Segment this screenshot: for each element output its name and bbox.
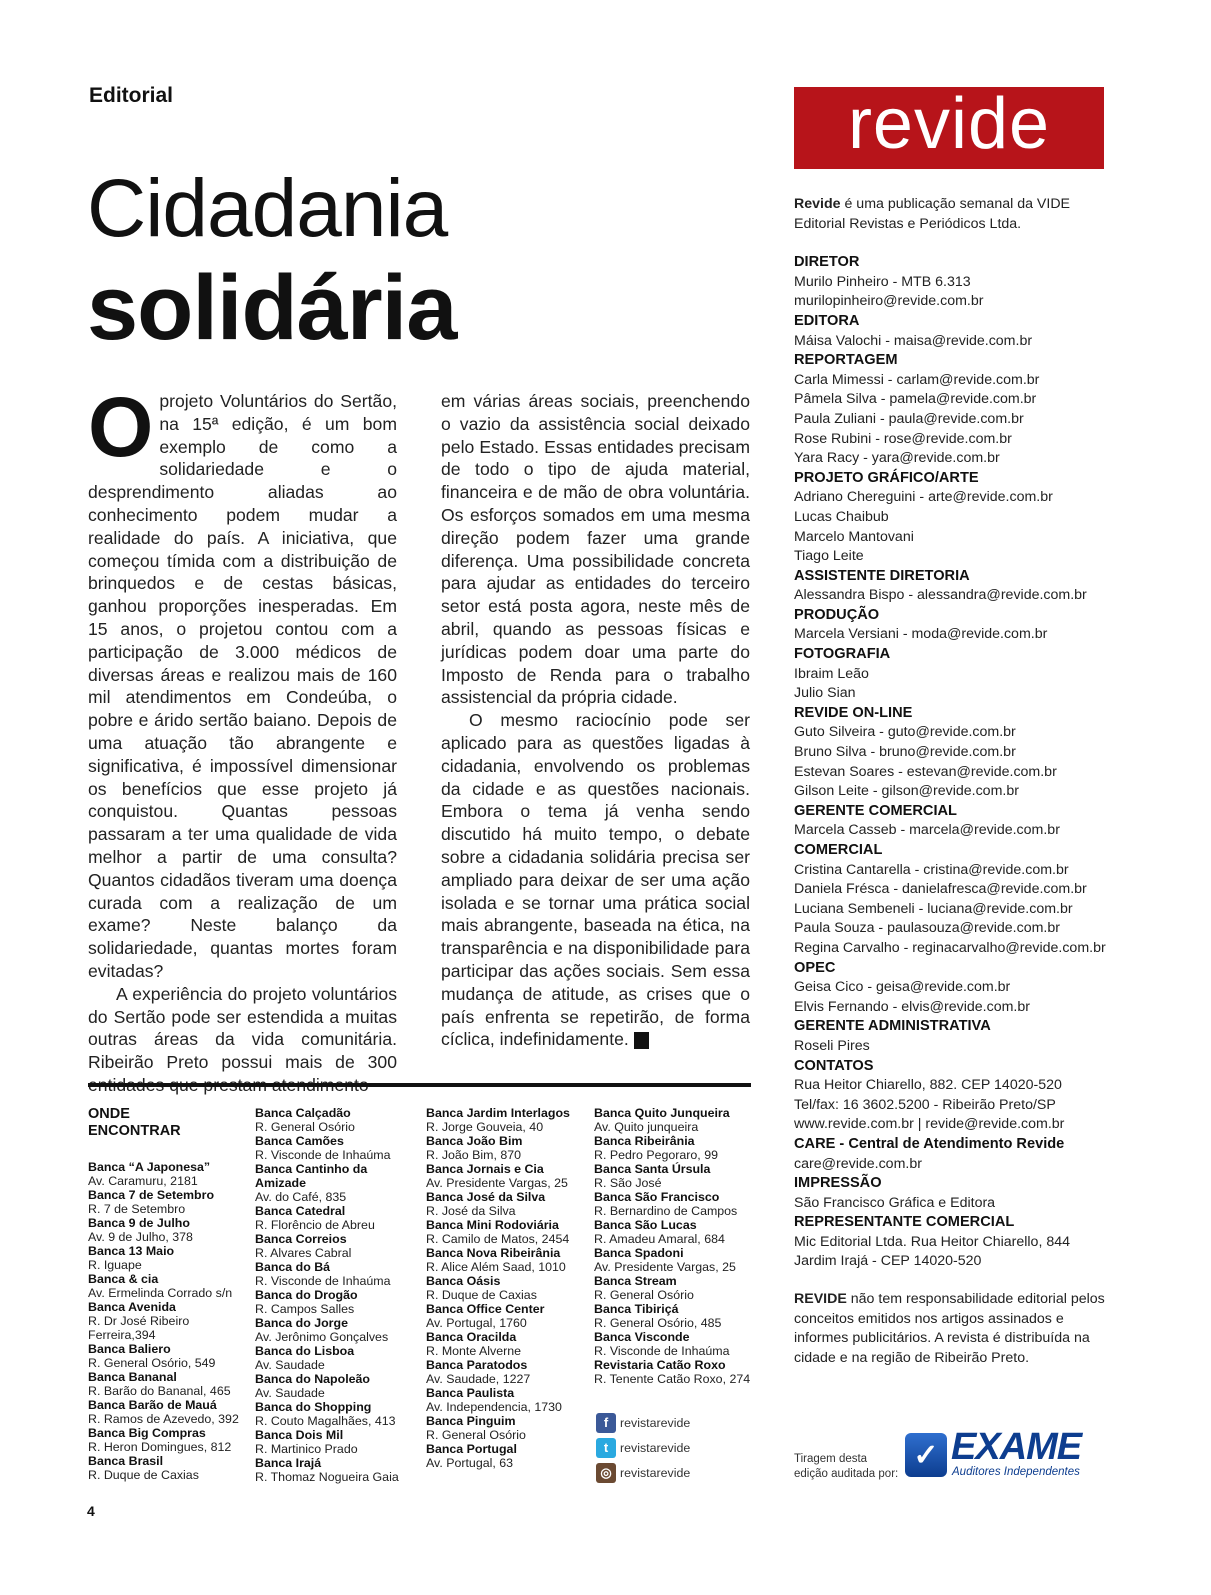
masthead-line: murilopinheiro@revide.com.br: [794, 293, 984, 310]
masthead-role: IMPRESSÃO: [794, 1175, 882, 1192]
social-handle: revistarevide: [620, 1440, 691, 1455]
masthead-role: REPRESENTANTE COMERCIAL: [794, 1214, 1015, 1231]
newsstand-address: R. José da Silva: [426, 1204, 516, 1218]
end-mark-icon: r: [634, 1032, 649, 1049]
newsstand-name: Banca Oásis: [426, 1274, 501, 1288]
newsstand-address: R. Dr José Ribeiro Ferreira,394: [88, 1314, 190, 1342]
logo-text: revide: [847, 84, 1051, 164]
newsstand-address: R. Camilo de Matos, 2454: [426, 1232, 570, 1246]
masthead-line: Geisa Cico - geisa@revide.com.br: [794, 979, 1011, 996]
newsstand-address: R. Amadeu Amaral, 684: [594, 1232, 725, 1246]
newsstand-address: R. Couto Magalhães, 413: [255, 1414, 396, 1428]
newsstand-name: Banca Camões: [255, 1134, 344, 1148]
masthead-line: Tel/fax: 16 3602.5200 - Ribeirão Preto/SP: [794, 1096, 1056, 1113]
newsstand-name: Banca do Lisboa: [255, 1344, 355, 1358]
newsstand-name: Banca Quito Junqueira: [594, 1106, 730, 1120]
newsstand-name: Banca João Bim: [426, 1134, 523, 1148]
masthead-line: Murilo Pinheiro - MTB 6.313: [794, 273, 971, 290]
masthead-line: Gilson Leite - gilson@revide.com.br: [794, 783, 1019, 800]
revide-logo: [794, 84, 1104, 169]
masthead-line: Elvis Fernando - elvis@revide.com.br: [794, 998, 1030, 1015]
masthead-role: REVIDE ON-LINE: [794, 704, 913, 721]
social-instagram[interactable]: [596, 1460, 690, 1485]
masthead-role: FOTOGRAFIA: [794, 646, 891, 663]
social-handle: revistarevide: [620, 1415, 691, 1430]
newsstand-address: R. Duque de Caxias: [426, 1288, 537, 1302]
masthead-line: Marcela Versiani - moda@revide.com.br: [794, 626, 1048, 643]
masthead-role: COMERCIAL: [794, 842, 883, 858]
masthead-line: Rua Heitor Chiarello, 882. CEP 14020-520: [794, 1077, 1062, 1094]
newsstand-name: Banca 7 de Setembro: [88, 1188, 215, 1202]
newsstand-name: Banca Brasil: [88, 1454, 164, 1468]
newsstand-address: Av. do Café, 835: [255, 1190, 347, 1204]
newsstand-name: Banca Avenida: [88, 1300, 176, 1314]
newsstand-column-4: [594, 1106, 764, 1386]
masthead-line: Guto Silveira - guto@revide.com.br: [794, 724, 1016, 741]
newsstand-address: R. Visconde de Inhaúma: [255, 1274, 391, 1288]
newsstand-column-2: [255, 1106, 420, 1484]
newsstand-name: Banca Barão de Mauá: [88, 1398, 217, 1412]
newsstand-address: Av. Independencia, 1730: [426, 1400, 562, 1414]
article-paragraph-1: Oprojeto Voluntários do Sertão, na 15ª edição, é um bom exemplo de como a solidariedade e o desprendimento aliadas ao conhecimento podem mudar a realidade do país. A iniciativa, que começou tímida com a distribuição de brinquedos e de cestas básicas, ganhou proporções inesperadas. Em 15 anos, o projetou contou com a participação de 3.000 médicos de diversas áreas e realizou mais de 160 mil atendimentos em Condeúba, o pobre e árido sertão baiano. Depois de uma atuação tão abrangente e significativa, é impossível dimensionar os benefícios que esse projeto já conquistou. Quantas pessoas passaram a ter uma qualidade de vida melhor a partir de uma consulta? Quantos cidadãos tiveram uma doença curada com a realização de um exame? Neste balanço da solidariedade, quantas mortes foram evitadas?: [88, 380, 397, 981]
newsstand-name: Banca Paulista: [426, 1386, 515, 1400]
newsstand-address: Av. Ermelinda Corrado s/n: [88, 1286, 233, 1300]
masthead-role: ASSISTENTE DIRETORIA: [794, 567, 970, 584]
newsstand-name: Banca do Shopping: [255, 1400, 372, 1414]
masthead-line: São Francisco Gráfica e Editora: [794, 1194, 996, 1211]
newsstand-name: Banca Paratodos: [426, 1358, 528, 1372]
dropcap: O: [88, 380, 154, 474]
newsstand-name: Revistaria Catão Roxo: [594, 1358, 726, 1372]
masthead-line: Mic Editorial Ltda. Rua Heitor Chiarello, 844: [794, 1233, 1070, 1250]
masthead-role: CARE - Central de Atendimento Revide: [794, 1135, 1065, 1152]
newsstand-name: Banca Santa Úrsula: [594, 1162, 711, 1176]
newsstand-name: Banca Oracilda: [426, 1330, 517, 1344]
masthead-line: Cristina Cantarella - cristina@revide.com.br: [794, 861, 1069, 878]
newsstand-address: R. Tenente Catão Roxo, 274: [594, 1372, 751, 1386]
newsstand-name: Banca Correios: [255, 1232, 347, 1246]
masthead-line: Marcela Casseb - marcela@revide.com.br: [794, 822, 1060, 839]
newsstand-column-1: [88, 1160, 248, 1482]
newsstand-address: R. 7 de Setembro: [88, 1202, 186, 1216]
article-paragraph-2: A experiência do projeto voluntários do Sertão pode ser estendida a muitas outras áreas da vida comunitária. Ribeirão Preto possui mais de 300: [88, 983, 397, 1073]
article-paragraph-3: O mesmo raciocínio pode ser aplicado para as questões ligadas à cidadania, envolvendo os problemas da cidade e as questões nacionais. Embora o tema já venha sendo discutido há muito tempo, o debate sobre a cidadania solidária precisa ser ampliado para deixar de ser uma ação isolada e se tornar uma prática social mais abrangente, baseada na ética, na transparência e na disponibilidade para participar das ações sociais. Sem essa mudança de atitude, as crises que o país enfrenta se repetirão, de forma cíclica, indefinidamente. r: [441, 710, 750, 1050]
newsstand-name: Banca Bananal: [88, 1370, 177, 1384]
newsstand-address: R. Monte Alverne: [426, 1344, 522, 1358]
masthead-role: CONTATOS: [794, 1057, 874, 1074]
newsstand-address: Av. Saudade: [255, 1386, 325, 1400]
newsstand-name: Banca 9 de Julho: [88, 1216, 190, 1230]
disclaimer: REVIDE não tem responsabilidade editorial pelos conceitos emitidos nos artigos assinados e informes publicitários. A revista é distribuída na cidade e na região de Ribeirão Preto.: [794, 1291, 1105, 1366]
masthead-line: Jardim Irajá - CEP 14020-520: [794, 1253, 982, 1270]
article-column-2: [441, 390, 750, 1051]
newsstand-name: Banca José da Silva: [426, 1190, 546, 1204]
staff-list: [794, 253, 1124, 1272]
masthead-line: Daniela Frésca - danielafresca@revide.com.br: [794, 881, 1087, 898]
newsstand-name: Banca Tibiriçá: [594, 1302, 679, 1316]
newsstand-address: R. Campos Salles: [255, 1302, 355, 1316]
publication-description: Revide é uma publicação semanal da VIDE Editorial Revistas e Periódicos Ltda.: [794, 196, 1071, 232]
masthead-role: EDITORA: [794, 312, 860, 329]
exame-logo-subtitle: Auditores Independentes: [952, 1466, 1080, 1478]
newsstand-name: Banca Visconde: [594, 1330, 690, 1344]
newsstand-address: R. Iguape: [88, 1258, 142, 1272]
newsstand-address: R. Thomaz Nogueira Gaia: [255, 1470, 399, 1484]
section-divider: [88, 1083, 751, 1087]
facebook-icon: f: [596, 1413, 616, 1433]
newsstand-address: Av. Portugal, 63: [426, 1456, 514, 1470]
where-to-find-heading: ONDE ENCONTRAR: [88, 1106, 181, 1139]
masthead-line: Roseli Pires: [794, 1037, 870, 1054]
masthead-line: Regina Carvalho - reginacarvalho@revide.com.br: [794, 939, 1106, 956]
masthead-line: Julio Sian: [794, 685, 856, 702]
newsstand-name: Banca Mini Rodoviária: [426, 1218, 559, 1232]
newsstand-address: Av. Saudade: [255, 1358, 325, 1372]
newsstand-name: Banca São Francisco: [594, 1190, 720, 1204]
newsstand-name: Banca do Jorge: [255, 1316, 348, 1330]
exame-check-icon: ✓: [905, 1433, 947, 1477]
newsstand-address: R. Pedro Pegoraro, 99: [594, 1148, 718, 1162]
newsstand-name: Banca Cantinho da Amizade: [255, 1162, 368, 1190]
newsstand-address: R. João Bim, 870: [426, 1148, 522, 1162]
newsstand-name: Banca Office Center: [426, 1302, 545, 1316]
newsstand-name: Banca do Bá: [255, 1260, 331, 1274]
newsstand-address: R. Barão do Bananal, 465: [88, 1384, 231, 1398]
newsstand-address: Av. Jerônimo Gonçalves: [255, 1330, 389, 1344]
masthead-line: Lucas Chaibub: [794, 508, 889, 525]
social-facebook[interactable]: [596, 1410, 690, 1435]
newsstand-address: R. General Osório: [255, 1120, 355, 1134]
masthead-line: care@revide.com.br: [794, 1155, 922, 1172]
masthead-line: Ibraim Leão: [794, 665, 869, 682]
newsstand-address: R. Bernardino de Campos: [594, 1204, 738, 1218]
newsstand-address: Av. Saudade, 1227: [426, 1372, 531, 1386]
article-column-1: [88, 380, 397, 1097]
newsstand-address: R. Jorge Gouveia, 40: [426, 1120, 544, 1134]
newsstand-name: Banca Big Compras: [88, 1426, 206, 1440]
masthead-line: Máisa Valochi - maisa@revide.com.br: [794, 332, 1033, 349]
newsstand-name: Banca Calçadão: [255, 1106, 351, 1120]
masthead: [794, 195, 1124, 1368]
newsstand-address: R. Heron Domingues, 812: [88, 1440, 232, 1454]
masthead-line: Estevan Soares - estevan@revide.com.br: [794, 763, 1057, 780]
newsstand-name: Banca Stream: [594, 1274, 677, 1288]
newsstand-name: Banca Baliero: [88, 1342, 171, 1356]
instagram-icon: ◎: [596, 1463, 616, 1483]
masthead-line: Pâmela Silva - pamela@revide.com.br: [794, 391, 1037, 408]
twitter-icon: t: [596, 1438, 616, 1458]
newsstand-address: Av. Presidente Vargas, 25: [594, 1260, 736, 1274]
article-paragraph-2-continued: em várias áreas sociais, preenchendo o vazio da assistência social deixado pelo Estado. Essas entidades precisam de todo o tipo de ajuda material, financeira e de mão de obra voluntária. Os esforços somados em uma mesma direção podem fazer uma grande diferença. Uma possibilidade concreta para ajudar as entidades do terceiro setor está posta agora, neste mês de abril, quando as pessoas físicas e jurídicas podem doar uma parte do Imposto de Renda para o trabalho assistencial da própria cidade.: [441, 391, 750, 708]
newsstand-address: R. General Osório: [594, 1288, 694, 1302]
newsstand-name: Banca Spadoni: [594, 1246, 684, 1260]
newsstand-address: R. Duque de Caxias: [88, 1468, 199, 1482]
masthead-line: Paula Zuliani - paula@revide.com.br: [794, 410, 1024, 427]
newsstand-name: Banca Portugal: [426, 1442, 517, 1456]
newsstand-name: Banca do Napoleão: [255, 1372, 370, 1386]
newsstand-name: Banca Nova Ribeirânia: [426, 1246, 561, 1260]
newsstand-name: Banca São Lucas: [594, 1218, 697, 1232]
masthead-line: Paula Souza - paulasouza@revide.com.br: [794, 920, 1060, 937]
newsstand-address: R. Visconde de Inhaúma: [594, 1344, 730, 1358]
masthead-line: Bruno Silva - bruno@revide.com.br: [794, 744, 1016, 761]
newsstand-address: Av. Portugal, 1760: [426, 1316, 527, 1330]
newsstand-address: R. General Osório: [426, 1428, 526, 1442]
masthead-line: Rose Rubini - rose@revide.com.br: [794, 430, 1012, 447]
masthead-line: Tiago Leite: [794, 548, 864, 565]
audit-note: Tiragem desta edição auditada por:: [794, 1453, 899, 1480]
newsstand-address: Av. Quito junqueira: [594, 1120, 699, 1134]
newsstand-name: Banca Dois Mil: [255, 1428, 344, 1442]
masthead-line: Adriano Chereguini - arte@revide.com.br: [794, 489, 1053, 506]
newsstand-address: Av. Caramuru, 2181: [88, 1174, 198, 1188]
social-handle: revistarevide: [620, 1465, 691, 1480]
newsstand-address: Av. 9 de Julho, 378: [88, 1230, 193, 1244]
newsstand-name: Banca Catedral: [255, 1204, 346, 1218]
article-title-line-1: Cidadania: [87, 163, 448, 254]
masthead-role: PRODUÇÃO: [794, 606, 880, 623]
newsstand-address: R. General Osório, 485: [594, 1316, 722, 1330]
masthead-role: REPORTAGEM: [794, 352, 898, 369]
masthead-line: Marcelo Mantovani: [794, 528, 914, 545]
article-title-line-2: solidária: [87, 257, 457, 359]
newsstand-address: R. Florêncio de Abreu: [255, 1218, 375, 1232]
masthead-line: Alessandra Bispo - alessandra@revide.com.br: [794, 587, 1087, 604]
newsstand-name: Banca Jardim Interlagos: [426, 1106, 570, 1120]
newsstand-address: Av. Presidente Vargas, 25: [426, 1176, 568, 1190]
newsstand-name: Banca Ribeirânia: [594, 1134, 695, 1148]
newsstand-name: Banca Jornais e Cia: [426, 1162, 544, 1176]
newsstand-name: Banca “A Japonesa”: [88, 1160, 211, 1174]
masthead-role: GERENTE ADMINISTRATIVA: [794, 1018, 991, 1035]
newsstand-address: R. Alice Além Saad, 1010: [426, 1260, 566, 1274]
exame-logo-text: EXAME: [951, 1426, 1082, 1468]
masthead-role: PROJETO GRÁFICO/ARTE: [794, 469, 979, 486]
masthead-role: DIRETOR: [794, 254, 860, 271]
masthead-role: GERENTE COMERCIAL: [794, 802, 957, 819]
masthead-line: www.revide.com.br | revide@revide.com.br: [794, 1116, 1065, 1133]
social-twitter[interactable]: [596, 1435, 690, 1460]
newsstand-name: Banca 13 Maio: [88, 1244, 175, 1258]
newsstand-column-3: [426, 1106, 591, 1470]
masthead-line: Carla Mimessi - carlam@revide.com.br: [794, 371, 1040, 388]
newsstand-address: R. Ramos de Azevedo, 392: [88, 1412, 239, 1426]
masthead-line: Luciana Sembeneli - luciana@revide.com.br: [794, 900, 1073, 917]
newsstand-address: R. Martinico Prado: [255, 1442, 358, 1456]
newsstand-name: Banca Irajá: [255, 1456, 322, 1470]
page-number: 4: [87, 1503, 95, 1519]
masthead-line: Yara Racy - yara@revide.com.br: [794, 450, 1000, 467]
newsstand-address: R. General Osório, 549: [88, 1356, 216, 1370]
newsstand-name: Banca & cia: [88, 1272, 159, 1286]
newsstand-address: R. Alvares Cabral: [255, 1246, 352, 1260]
masthead-role: OPEC: [794, 959, 836, 976]
newsstand-address: R. Visconde de Inhaúma: [255, 1148, 391, 1162]
newsstand-name: Banca do Drogão: [255, 1288, 358, 1302]
newsstand-address: R. São José: [594, 1176, 662, 1190]
section-label: Editorial: [89, 84, 174, 107]
newsstand-name: Banca Pinguim: [426, 1414, 516, 1428]
social-links: [596, 1410, 690, 1485]
